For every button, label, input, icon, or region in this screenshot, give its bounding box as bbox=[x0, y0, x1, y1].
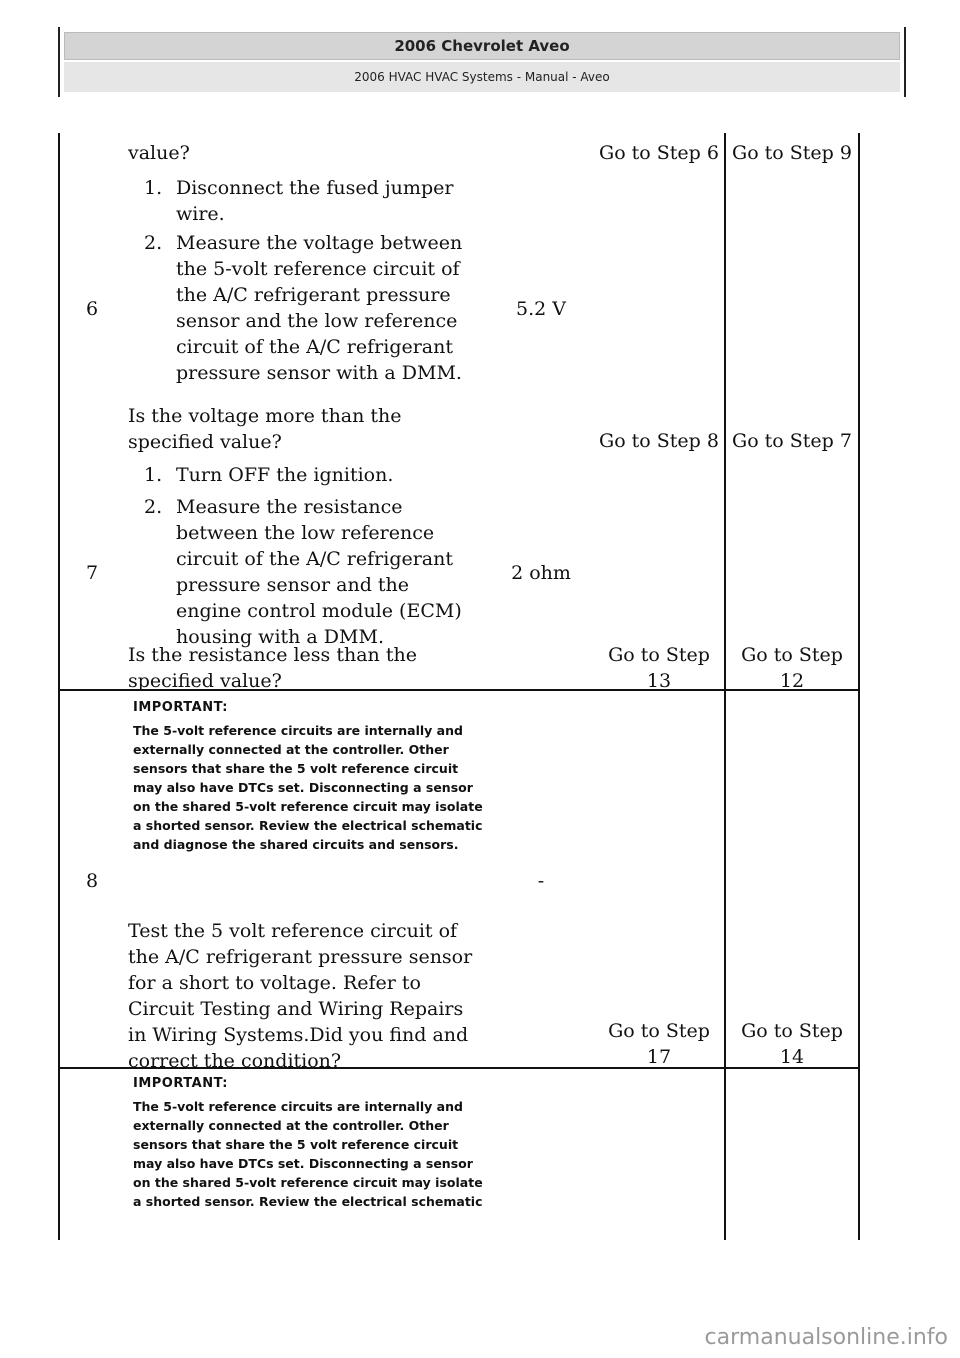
step-question: Is the resistance less than the specified value? bbox=[128, 644, 417, 692]
important-text: The 5-volt reference circuits are internally and externally connected at the controller. Other sensors that share the 5 volt reference circuit may also have DTCs set. Disconnecting a sensor on the shared 5-volt reference circuit may isolate a shorted sensor. Review the electrical schematic bbox=[133, 1099, 483, 1209]
important-text: The 5-volt reference circuits are internally and externally connected at the controller. Other sensors that share the 5 volt reference circuit may also have DTCs set. Disconnecting a sensor on the shared 5-volt reference circuit may isolate a shorted sensor. Review the electrical schematic and diagnose the shared circuits and sensors. bbox=[133, 723, 483, 852]
header-left-border bbox=[58, 27, 60, 97]
list-item-number: 2. bbox=[144, 496, 163, 518]
list-item-text: Measure the voltage between the 5-volt reference circuit of the A/C refrigerant pressure sensor and the low reference circuit of the A/C refrigerant pressure sensor with a DMM. bbox=[176, 232, 463, 384]
important-note bbox=[133, 1076, 483, 1211]
go-to-step-link[interactable]: Go to Step 17 bbox=[608, 1020, 710, 1068]
document-title: 2006 Chevrolet Aveo bbox=[64, 32, 900, 60]
table-divider-yes-no bbox=[724, 133, 726, 1240]
go-to-step-link[interactable]: Go to Step 12 bbox=[741, 644, 843, 692]
list-item-text: Disconnect the fused jumper wire. bbox=[176, 177, 454, 225]
specified-value: 2 ohm bbox=[511, 562, 571, 584]
step-number: 6 bbox=[86, 298, 99, 320]
go-to-step-link[interactable]: Go to Step 9 bbox=[732, 142, 852, 164]
continued-question: value? bbox=[128, 142, 190, 164]
go-to-step-link[interactable]: Go to Step 14 bbox=[741, 1020, 843, 1068]
step-number: 7 bbox=[86, 562, 99, 584]
table-right-border bbox=[858, 133, 860, 1240]
important-label: IMPORTANT: bbox=[133, 700, 228, 715]
header-right-border bbox=[904, 27, 906, 97]
list-item-number: 1. bbox=[144, 464, 163, 486]
list-item-text: Turn OFF the ignition. bbox=[176, 464, 394, 486]
go-to-step-link[interactable]: Go to Step 7 bbox=[732, 430, 852, 452]
specified-value: - bbox=[537, 870, 545, 892]
table-left-border bbox=[58, 133, 60, 1240]
go-to-step-link[interactable]: Go to Step 6 bbox=[599, 142, 719, 164]
important-label: IMPORTANT: bbox=[133, 1076, 228, 1091]
specified-value: 5.2 V bbox=[516, 298, 566, 320]
document-subtitle: 2006 HVAC HVAC Systems - Manual - Aveo bbox=[64, 62, 900, 92]
watermark-footer: carmanualsonline.info bbox=[704, 1325, 948, 1350]
step-question: Is the voltage more than the specified value? bbox=[128, 405, 402, 453]
go-to-step-link[interactable]: Go to Step 13 bbox=[608, 644, 710, 692]
go-to-step-link[interactable]: Go to Step 8 bbox=[599, 430, 719, 452]
list-item-text: Measure the resistance between the low reference circuit of the A/C refrigerant pressure sensor and the engine control module (ECM) housing with a DMM. bbox=[176, 496, 462, 648]
list-item-number: 1. bbox=[144, 177, 163, 199]
important-note bbox=[133, 700, 483, 854]
list-item-number: 2. bbox=[144, 232, 163, 254]
step-question: Test the 5 volt reference circuit of the A/C refrigerant pressure sensor for a short to voltage. Refer to Circuit Testing and Wiring Repairs in Wiring Systems.Did you find and correct the condition? bbox=[128, 920, 473, 1072]
step-number: 8 bbox=[86, 870, 99, 892]
